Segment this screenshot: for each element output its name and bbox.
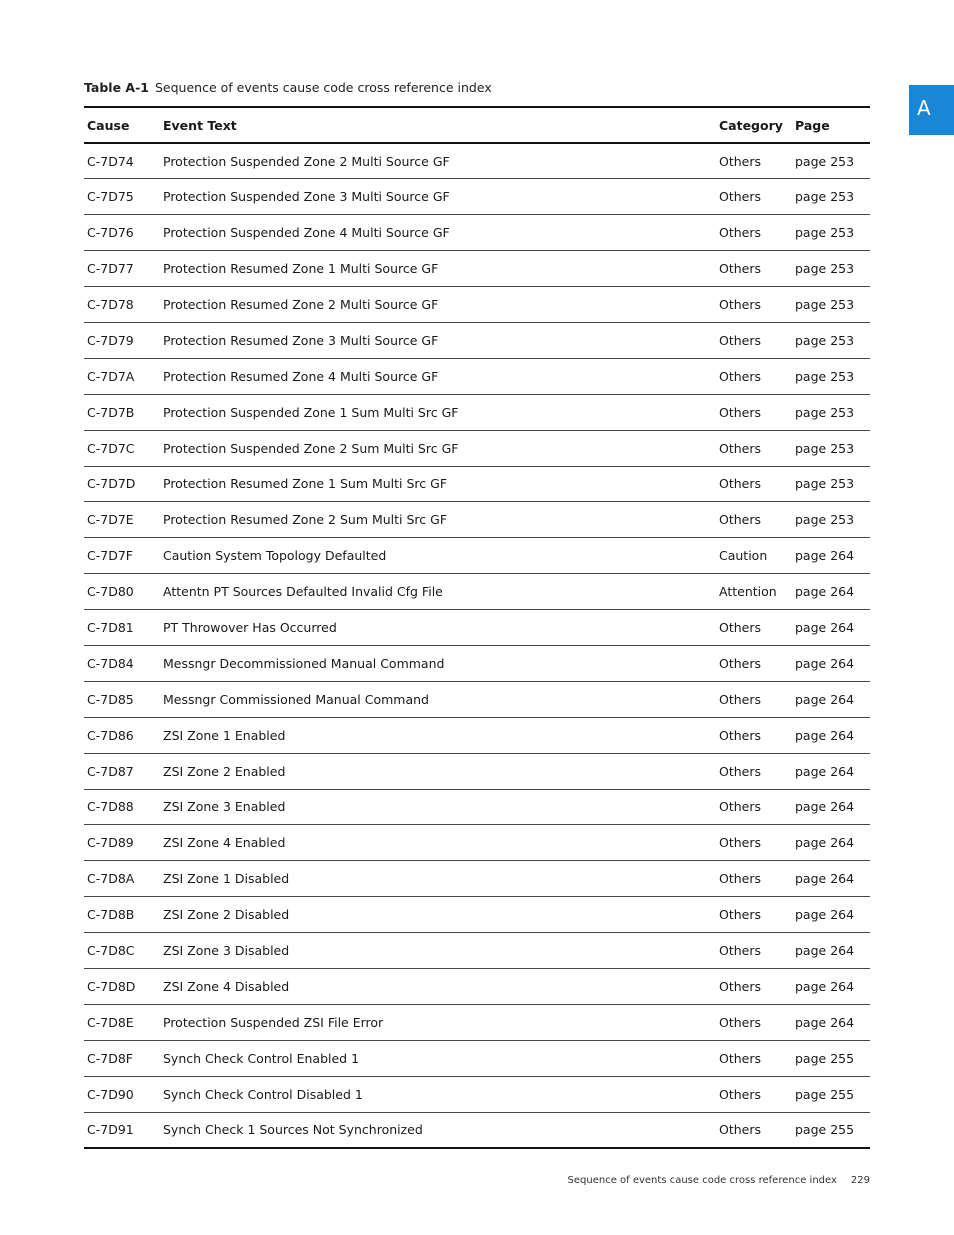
table-row [84, 502, 870, 538]
cause-cell: C-7D84 [84, 645, 160, 681]
event-text-cell: Protection Suspended Zone 4 Multi Source GF [160, 215, 716, 251]
event-text-cell: Protection Suspended Zone 2 Sum Multi Src GF [160, 430, 716, 466]
event-text-cell: Protection Resumed Zone 1 Multi Source GF [160, 251, 716, 287]
category-cell: Others [716, 287, 792, 323]
page-cell: page 253 [792, 358, 870, 394]
cause-cell: C-7D7E [84, 502, 160, 538]
category-cell: Others [716, 645, 792, 681]
page-cell: page 253 [792, 502, 870, 538]
footer-title: Sequence of events cause code cross reference index [567, 1175, 837, 1186]
category-cell: Others [716, 179, 792, 215]
table-row [84, 215, 870, 251]
category-cell: Others [716, 394, 792, 430]
page-footer [568, 1175, 870, 1186]
cause-cell: C-7D85 [84, 681, 160, 717]
category-cell: Others [716, 502, 792, 538]
page-cell: page 264 [792, 825, 870, 861]
category-cell: Others [716, 143, 792, 179]
cause-cell: C-7D7D [84, 466, 160, 502]
cause-cell: C-7D8D [84, 968, 160, 1004]
page-cell: page 253 [792, 143, 870, 179]
cause-cell: C-7D8C [84, 933, 160, 969]
table-row [84, 251, 870, 287]
page-cell: page 253 [792, 179, 870, 215]
column-header-page: Page [792, 107, 870, 143]
event-text-cell: Caution System Topology Defaulted [160, 538, 716, 574]
category-cell: Others [716, 1040, 792, 1076]
event-text-cell: ZSI Zone 1 Enabled [160, 717, 716, 753]
table-row [84, 394, 870, 430]
event-text-cell: ZSI Zone 4 Disabled [160, 968, 716, 1004]
category-cell: Others [716, 968, 792, 1004]
category-cell: Others [716, 825, 792, 861]
cause-cell: C-7D88 [84, 789, 160, 825]
table-row [84, 681, 870, 717]
event-text-cell: Protection Resumed Zone 2 Sum Multi Src GF [160, 502, 716, 538]
page-cell: page 264 [792, 574, 870, 610]
table-row [84, 1004, 870, 1040]
event-text-cell: Synch Check 1 Sources Not Synchronized [160, 1112, 716, 1148]
page-cell: page 264 [792, 1004, 870, 1040]
table-row [84, 968, 870, 1004]
table-row [84, 466, 870, 502]
page-cell: page 264 [792, 681, 870, 717]
table-row [84, 574, 870, 610]
table-row [84, 1076, 870, 1112]
event-text-cell: ZSI Zone 3 Enabled [160, 789, 716, 825]
page-cell: page 264 [792, 897, 870, 933]
event-text-cell: PT Throwover Has Occurred [160, 610, 716, 646]
page-cell: page 264 [792, 968, 870, 1004]
cause-cell: C-7D77 [84, 251, 160, 287]
table-row [84, 358, 870, 394]
column-header-category: Category [716, 107, 792, 143]
cause-cell: C-7D7B [84, 394, 160, 430]
event-text-cell: ZSI Zone 2 Disabled [160, 897, 716, 933]
table-row [84, 825, 870, 861]
table-row [84, 933, 870, 969]
page-cell: page 264 [792, 610, 870, 646]
cause-cell: C-7D75 [84, 179, 160, 215]
page-cell: page 264 [792, 861, 870, 897]
category-cell: Others [716, 681, 792, 717]
cause-cell: C-7D78 [84, 287, 160, 323]
cause-cell: C-7D7F [84, 538, 160, 574]
page-cell: page 264 [792, 538, 870, 574]
table-row [84, 610, 870, 646]
category-cell: Others [716, 322, 792, 358]
page-cell: page 264 [792, 645, 870, 681]
page-cell: page 264 [792, 753, 870, 789]
cause-cell: C-7D76 [84, 215, 160, 251]
page-cell: page 253 [792, 430, 870, 466]
table-row [84, 143, 870, 179]
cause-cell: C-7D7C [84, 430, 160, 466]
category-cell: Attention [716, 574, 792, 610]
table-row [84, 897, 870, 933]
event-text-cell: Synch Check Control Enabled 1 [160, 1040, 716, 1076]
category-cell: Others [716, 251, 792, 287]
category-cell: Others [716, 717, 792, 753]
page-cell: page 253 [792, 251, 870, 287]
table-body [84, 143, 870, 1148]
event-text-cell: Protection Suspended ZSI File Error [160, 1004, 716, 1040]
event-text-cell: Attentn PT Sources Defaulted Invalid Cfg File [160, 574, 716, 610]
event-text-cell: Protection Resumed Zone 1 Sum Multi Src GF [160, 466, 716, 502]
table-row [84, 861, 870, 897]
category-cell: Others [716, 933, 792, 969]
table-row [84, 430, 870, 466]
table-row [84, 645, 870, 681]
cause-cell: C-7D87 [84, 753, 160, 789]
cause-cell: C-7D80 [84, 574, 160, 610]
cause-cell: C-7D8E [84, 1004, 160, 1040]
table-row [84, 287, 870, 323]
table-row [84, 717, 870, 753]
table-row [84, 1112, 870, 1148]
page-cell: page 253 [792, 394, 870, 430]
table-row [84, 179, 870, 215]
event-text-cell: Protection Resumed Zone 4 Multi Source GF [160, 358, 716, 394]
table-header-row [84, 107, 870, 143]
event-text-cell: ZSI Zone 2 Enabled [160, 753, 716, 789]
event-text-cell: Protection Resumed Zone 2 Multi Source GF [160, 287, 716, 323]
cause-cell: C-7D86 [84, 717, 160, 753]
page-cell: page 264 [792, 933, 870, 969]
event-text-cell: Protection Resumed Zone 3 Multi Source GF [160, 322, 716, 358]
category-cell: Others [716, 358, 792, 394]
category-cell: Others [716, 610, 792, 646]
page-cell: page 253 [792, 287, 870, 323]
cause-cell: C-7D8A [84, 861, 160, 897]
table-caption-label: Table A-1 [84, 80, 149, 95]
column-header-cause: Cause [84, 107, 160, 143]
table-caption-text: Sequence of events cause code cross reference index [154, 80, 492, 95]
page-cell: page 264 [792, 717, 870, 753]
table-caption [84, 80, 492, 95]
table-row [84, 753, 870, 789]
event-text-cell: ZSI Zone 1 Disabled [160, 861, 716, 897]
category-cell: Others [716, 1004, 792, 1040]
table-row [84, 538, 870, 574]
event-text-cell: ZSI Zone 3 Disabled [160, 933, 716, 969]
event-text-cell: Protection Suspended Zone 3 Multi Source GF [160, 179, 716, 215]
page-number: 229 [850, 1175, 870, 1186]
page-cell: page 253 [792, 466, 870, 502]
cause-cell: C-7D79 [84, 322, 160, 358]
category-cell: Others [716, 430, 792, 466]
event-text-cell: Protection Suspended Zone 2 Multi Source GF [160, 143, 716, 179]
cause-cell: C-7D89 [84, 825, 160, 861]
cause-cell: C-7D8F [84, 1040, 160, 1076]
category-cell: Others [716, 897, 792, 933]
event-text-cell: ZSI Zone 4 Enabled [160, 825, 716, 861]
category-cell: Others [716, 1076, 792, 1112]
table-row [84, 322, 870, 358]
cross-reference-table [84, 106, 870, 1149]
category-cell: Others [716, 1112, 792, 1148]
page-cell: page 255 [792, 1076, 870, 1112]
cause-cell: C-7D81 [84, 610, 160, 646]
page-cell: page 255 [792, 1040, 870, 1076]
event-text-cell: Synch Check Control Disabled 1 [160, 1076, 716, 1112]
category-cell: Others [716, 861, 792, 897]
event-text-cell: Messngr Commissioned Manual Command [160, 681, 716, 717]
cause-cell: C-7D74 [84, 143, 160, 179]
category-cell: Others [716, 789, 792, 825]
cause-cell: C-7D91 [84, 1112, 160, 1148]
table-row [84, 789, 870, 825]
page-cell: page 264 [792, 789, 870, 825]
cause-cell: C-7D90 [84, 1076, 160, 1112]
event-text-cell: Protection Suspended Zone 1 Sum Multi Src GF [160, 394, 716, 430]
page-cell: page 253 [792, 215, 870, 251]
cause-cell: C-7D7A [84, 358, 160, 394]
table-row [84, 1040, 870, 1076]
category-cell: Others [716, 753, 792, 789]
category-cell: Others [716, 466, 792, 502]
column-header-event-text: Event Text [160, 107, 716, 143]
page-cell: page 253 [792, 322, 870, 358]
category-cell: Others [716, 215, 792, 251]
event-text-cell: Messngr Decommissioned Manual Command [160, 645, 716, 681]
page-cell: page 255 [792, 1112, 870, 1148]
section-tab-marker: A [909, 85, 954, 135]
cause-cell: C-7D8B [84, 897, 160, 933]
category-cell: Caution [716, 538, 792, 574]
